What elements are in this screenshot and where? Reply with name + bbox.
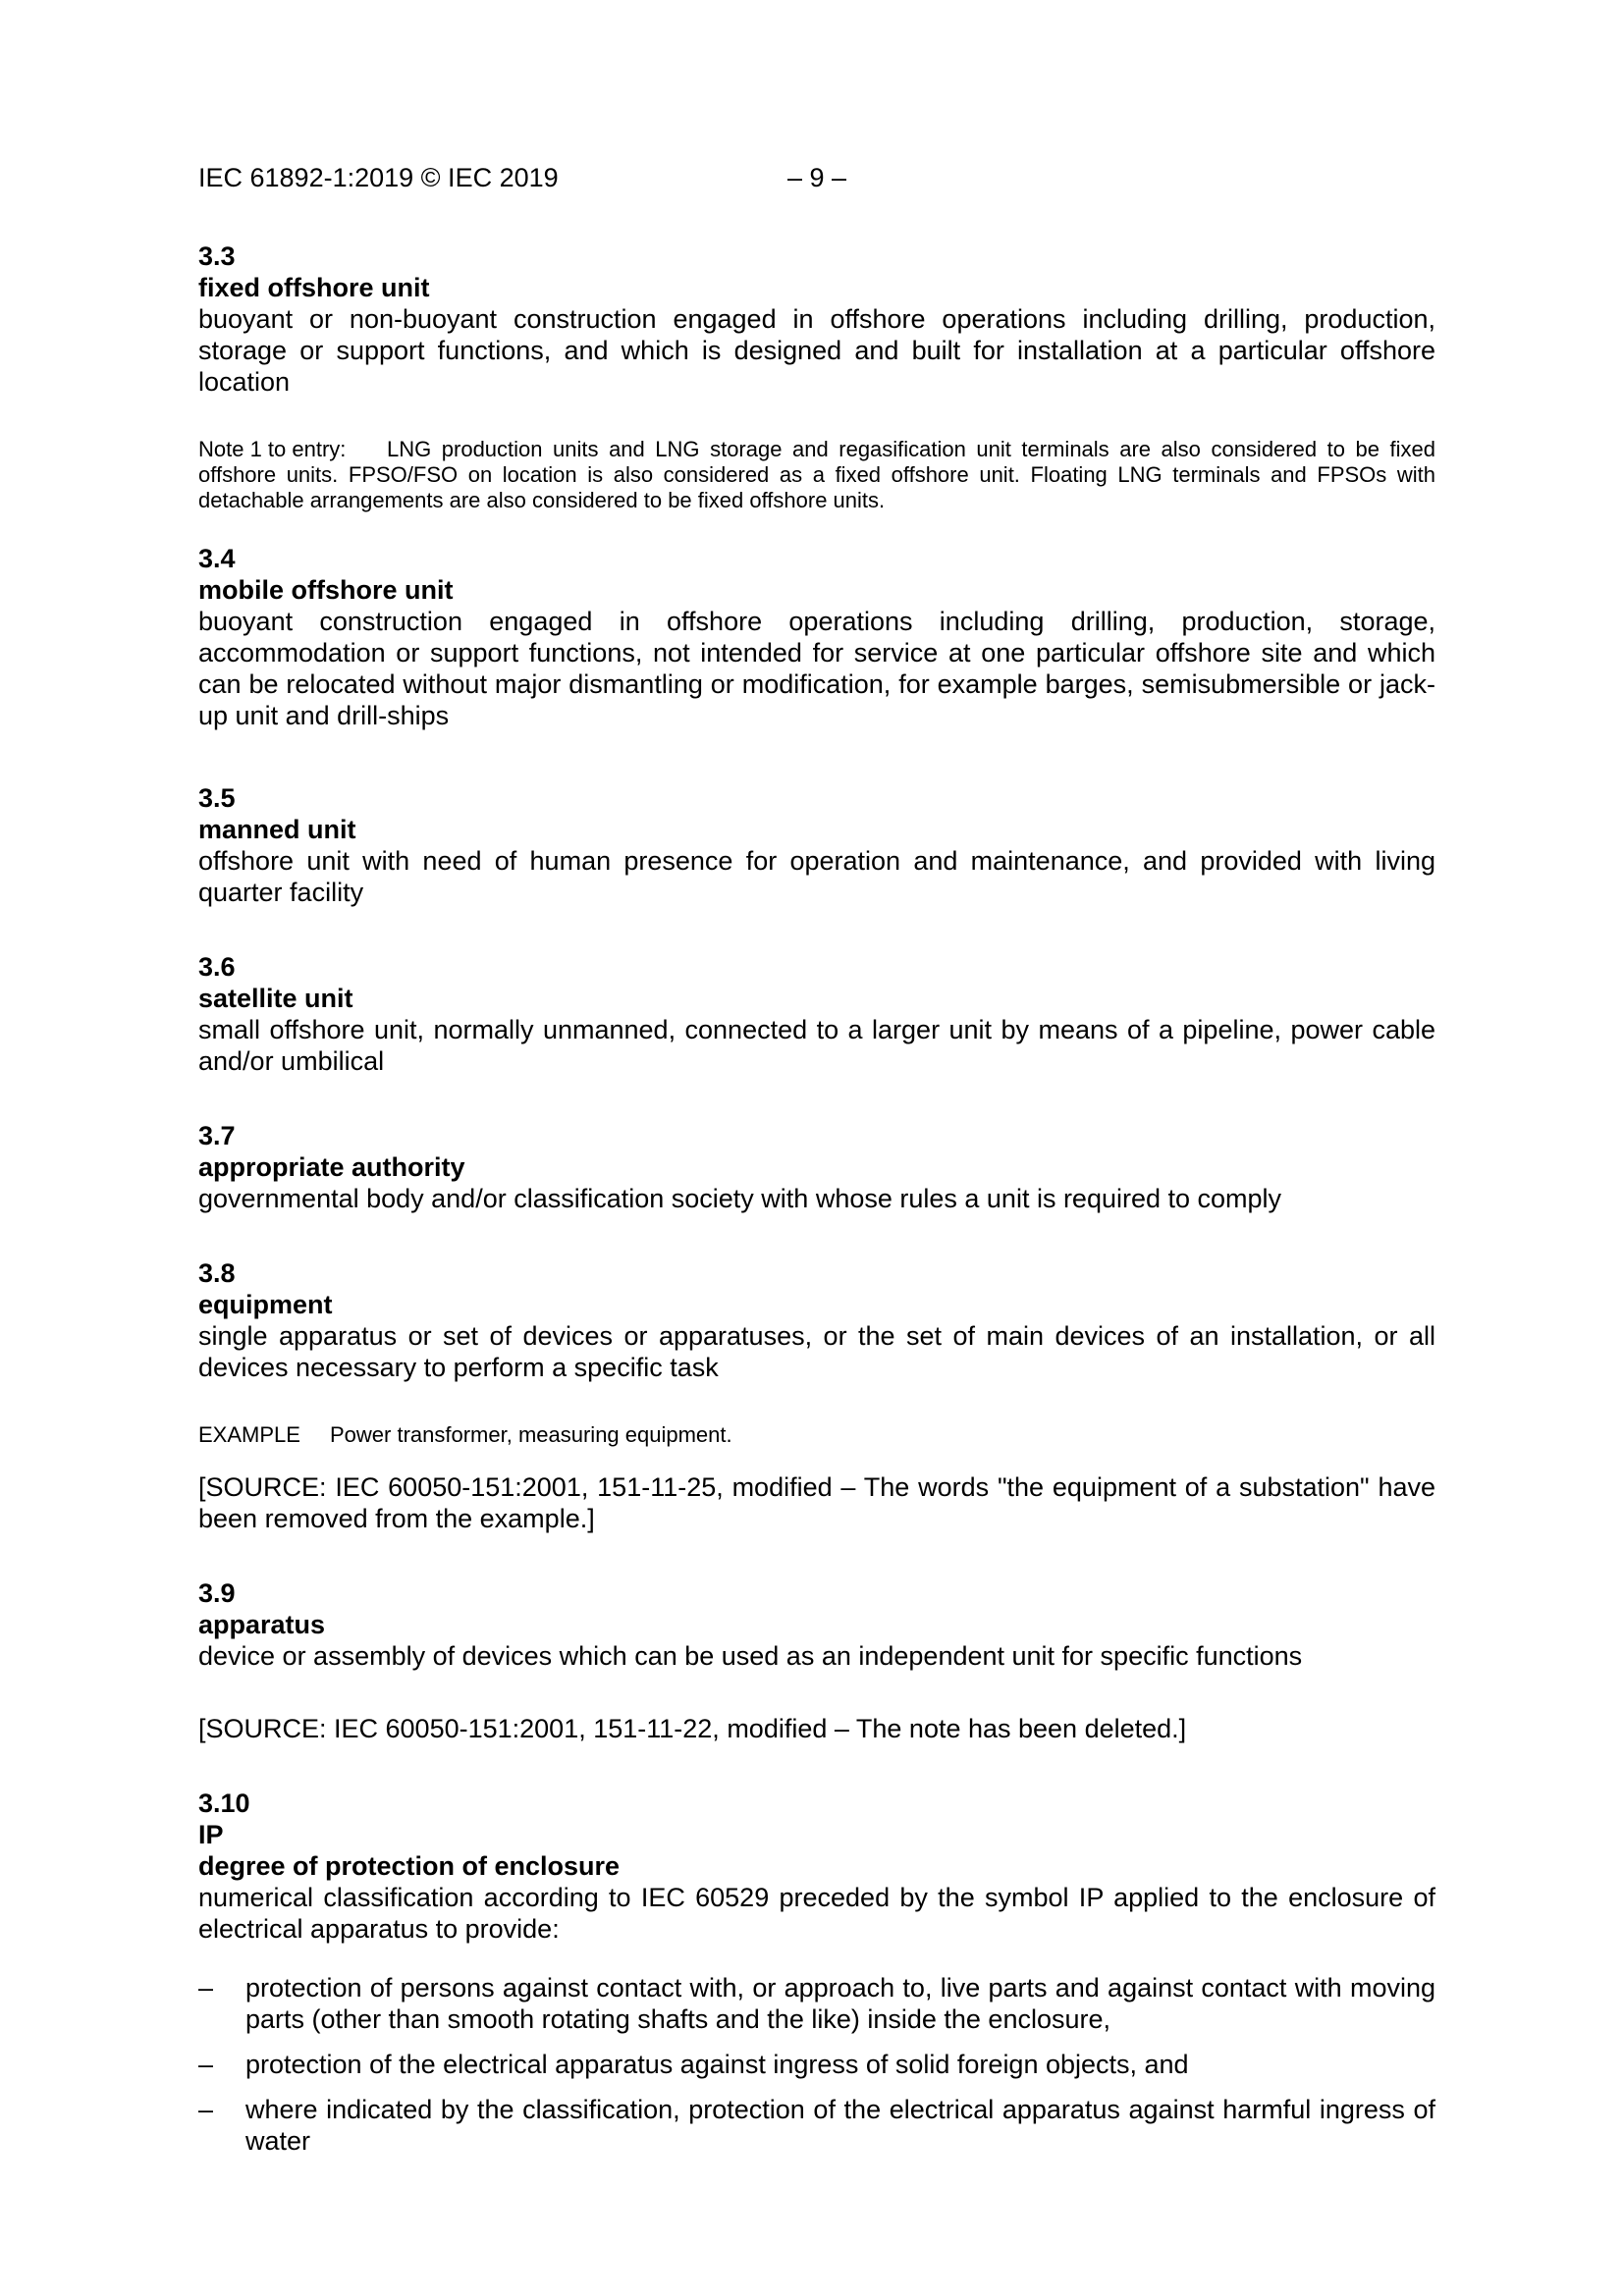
source-reference: [SOURCE: IEC 60050-151:2001, 151-11-25, modified – The words "the equipment of a substation" have been removed from the example.]	[198, 1472, 1435, 1533]
example-text: Power transformer, measuring equipment.	[330, 1422, 732, 1447]
term-definition: buoyant construction engaged in offshore operations including drilling, production, storage, accommodation or support functions, not intended for service at one particular offshore site and which can be relocated without major dismantling or modification, for example barges, semisubmersible or jack-up unit and drill-ships	[198, 607, 1435, 730]
list-item-text: where indicated by the classification, protection of the electrical apparatus against harmful ingress of water	[245, 2095, 1435, 2156]
term-number: 3.4	[198, 544, 236, 573]
term-3-6	[198, 951, 1435, 1077]
example-label: EXAMPLE	[198, 1422, 300, 1447]
term-number: 3.8	[198, 1258, 236, 1288]
term-number: 3.10	[198, 1789, 250, 1818]
list-item	[198, 2049, 1435, 2080]
term-name: fixed offshore unit	[198, 273, 430, 302]
standard-reference: IEC 61892-1:2019 © IEC 2019	[198, 163, 559, 192]
term-definition: buoyant or non-buoyant construction engaged in offshore operations including drilling, production, storage or support functions, and which is designed and built for installation at a particular offshore location	[198, 304, 1435, 397]
term-name: manned unit	[198, 815, 356, 844]
term-definition: small offshore unit, normally unmanned, connected to a larger unit by means of a pipeline, power cable and/or umbilical	[198, 1015, 1435, 1076]
term-number: 3.6	[198, 952, 236, 982]
list-item-text: protection of the electrical apparatus against ingress of solid foreign objects, and	[245, 2050, 1189, 2079]
page-number: – 9 –	[787, 163, 847, 192]
term-definition: governmental body and/or classification society with whose rules a unit is required to comply	[198, 1184, 1282, 1213]
dash-marker: –	[198, 1973, 214, 2002]
term-definition: single apparatus or set of devices or apparatuses, or the set of main devices of an installation, or all devices necessary to perform a specific task	[198, 1321, 1435, 1382]
dash-marker: –	[198, 2095, 214, 2124]
note-label: Note 1 to entry:	[198, 437, 347, 461]
term-definition: numerical classification according to IEC 60529 preceded by the symbol IP applied to the enclosure of electrical apparatus to provide:	[198, 1883, 1435, 1944]
term-definition: offshore unit with need of human presence for operation and maintenance, and provided with living quarter facility	[198, 846, 1435, 907]
term-number: 3.5	[198, 783, 236, 813]
list-item-text: protection of persons against contact with, or approach to, live parts and against contact with moving parts (other than smooth rotating shafts and the like) inside the enclosure,	[245, 1973, 1435, 2034]
note-to-entry	[198, 437, 1435, 513]
term-name: apparatus	[198, 1610, 326, 1639]
term-3-9	[198, 1577, 1435, 1672]
list-item	[198, 1972, 1435, 2035]
term-name: equipment	[198, 1290, 333, 1319]
term-definition: device or assembly of devices which can be used as an independent unit for specific functions	[198, 1641, 1303, 1671]
term-3-4	[198, 543, 1435, 731]
term-name: mobile offshore unit	[198, 575, 454, 605]
dash-list	[198, 1972, 1435, 2157]
term-3-3	[198, 240, 1435, 398]
term-name: IP	[198, 1820, 224, 1849]
list-item	[198, 2094, 1435, 2157]
term-number: 3.3	[198, 241, 236, 271]
source-reference: [SOURCE: IEC 60050-151:2001, 151-11-22, modified – The note has been deleted.]	[198, 1714, 1187, 1743]
note-text: LNG production units and LNG storage and regasification unit terminals are also considered to be fixed offshore units. FPSO/FSO on location is also considered as a fixed offshore unit. Floating LNG terminals and FPSOs with detachable arrangements are also considered to be fixed offshore units.	[198, 437, 1435, 512]
dash-marker: –	[198, 2050, 214, 2079]
page-header	[198, 161, 847, 194]
terms-content	[198, 240, 1435, 2170]
term-3-8	[198, 1257, 1435, 1383]
term-synonym: degree of protection of enclosure	[198, 1851, 621, 1881]
term-number: 3.7	[198, 1121, 236, 1150]
term-3-10	[198, 1788, 1435, 1945]
example	[198, 1422, 1435, 1448]
term-name: appropriate authority	[198, 1152, 465, 1182]
term-3-7	[198, 1120, 1435, 1214]
term-3-5	[198, 782, 1435, 908]
term-name: satellite unit	[198, 984, 353, 1013]
term-number: 3.9	[198, 1578, 236, 1608]
